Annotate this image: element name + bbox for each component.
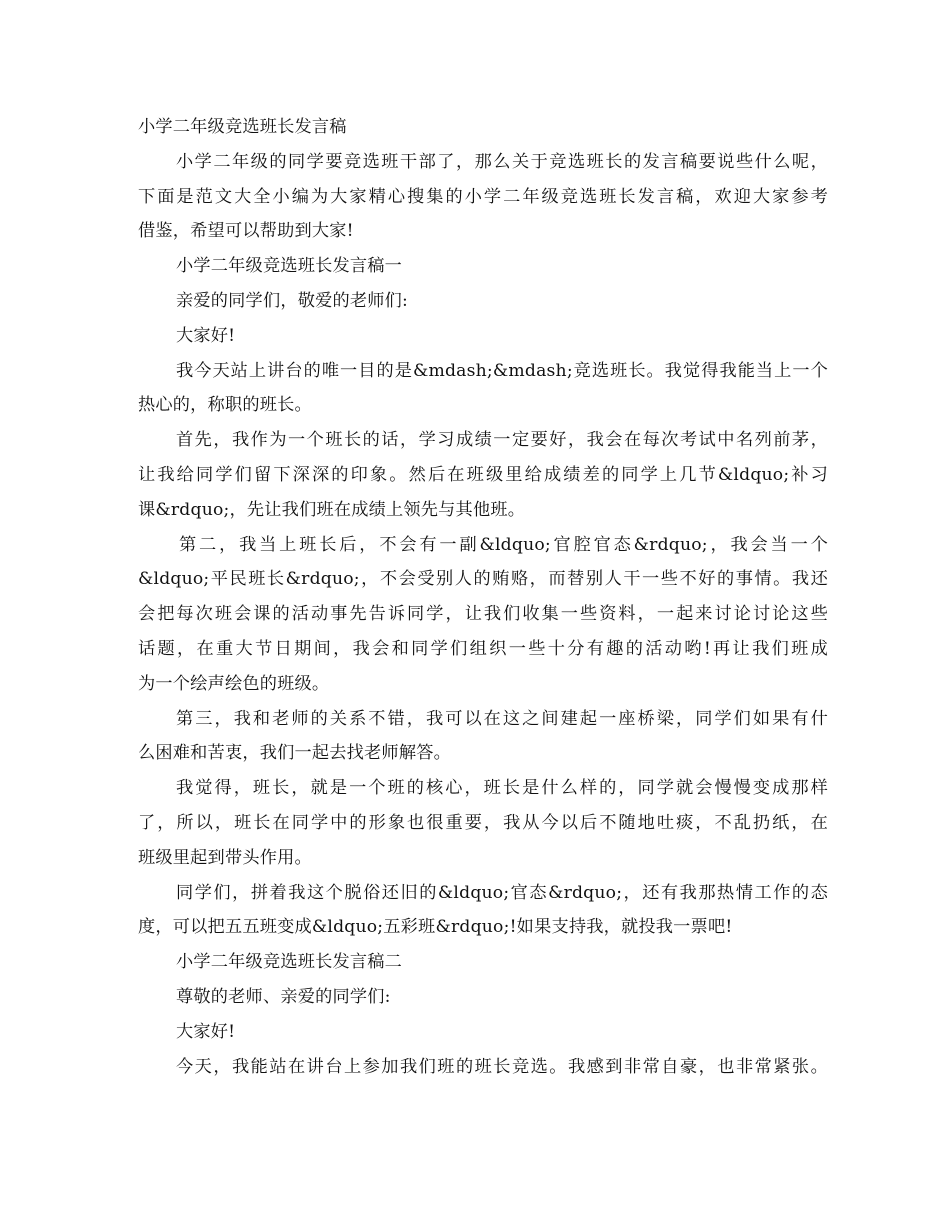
paragraph-line: 今天，我能站在讲台上参加我们班的班长竞选。我感到非常自豪，也非常紧张。 [176, 1056, 828, 1077]
document-body [138, 110, 828, 1084]
paragraph-line: 我今天站上讲台的唯一目的是&mdash;&mdash;竞选班长。我觉得我能当上一个 [176, 360, 828, 381]
document-title: 小学二年级竞选班长发言稿 [138, 117, 347, 137]
paragraph-line: 热心的，称职的班长。 [138, 395, 312, 416]
paragraph-line: 度，可以把五五班变成&ldquo;五彩班&rdquo;!如果支持我，就投我一票吧! [138, 917, 733, 938]
section-heading: 小学二年级竞选班长发言稿一 [176, 256, 403, 277]
paragraph-line: 么困难和苦衷，我们一起去找老师解答。 [138, 743, 451, 764]
paragraph-line: 会把每次班会课的活动事先告诉同学，让我们收集一些资料，一起来讨论讨论这些 [138, 604, 828, 625]
paragraph-line: 话题，在重大节日期间，我会和同学们组织一些十分有趣的活动哟!再让我们班成 [138, 638, 828, 659]
paragraph-line: 第三，我和老师的关系不错，我可以在这之间建起一座桥梁，同学们如果有什 [176, 708, 828, 729]
paragraph-line: 为一个绘声绘色的班级。 [138, 673, 330, 694]
paragraph-line: 小学二年级的同学要竞选班干部了，那么关于竞选班长的发言稿要说些什么呢， [176, 151, 828, 172]
salutation: 尊敬的老师、亲爱的同学们: [176, 986, 391, 1007]
paragraph-line: 我觉得，班长，就是一个班的核心，班长是什么样的，同学就会慢慢变成那样 [176, 778, 828, 799]
paragraph-line: 同学们，拼着我这个脱俗还旧的&ldquo;官态&rdquo;，还有我那热情工作的态 [176, 882, 828, 903]
paragraph-line: 借鉴，希望可以帮助到大家! [138, 221, 354, 242]
paragraph-line: 让我给同学们留下深深的印象。然后在班级里给成绩差的同学上几节&ldquo;补习 [138, 464, 828, 485]
paragraph-line: 下面是范文大全小编为大家精心搜集的小学二年级竞选班长发言稿，欢迎大家参考 [138, 186, 828, 207]
greeting: 大家好! [176, 325, 236, 346]
paragraph-line: 第二，我当上班长后，不会有一副&ldquo;官腔官态&rdquo;，我会当一个 [179, 534, 828, 555]
paragraph-line: 班级里起到带头作用。 [138, 847, 312, 868]
section-heading: 小学二年级竞选班长发言稿二 [176, 952, 403, 973]
paragraph-line: 课&rdquo;，先让我们班在成绩上领先与其他班。 [138, 499, 526, 520]
salutation: 亲爱的同学们，敬爱的老师们: [176, 290, 409, 311]
paragraph-line: &ldquo;平民班长&rdquo;，不会受别人的贿赂，而替别人干一些不好的事情。我还 [138, 569, 828, 590]
paragraph-line: 首先，我作为一个班长的话，学习成绩一定要好，我会在每次考试中名列前茅， [176, 430, 828, 451]
greeting: 大家好! [176, 1021, 236, 1042]
paragraph-line: 了，所以，班长在同学中的形象也很重要，我从今以后不随地吐痰，不乱扔纸，在 [138, 812, 828, 833]
